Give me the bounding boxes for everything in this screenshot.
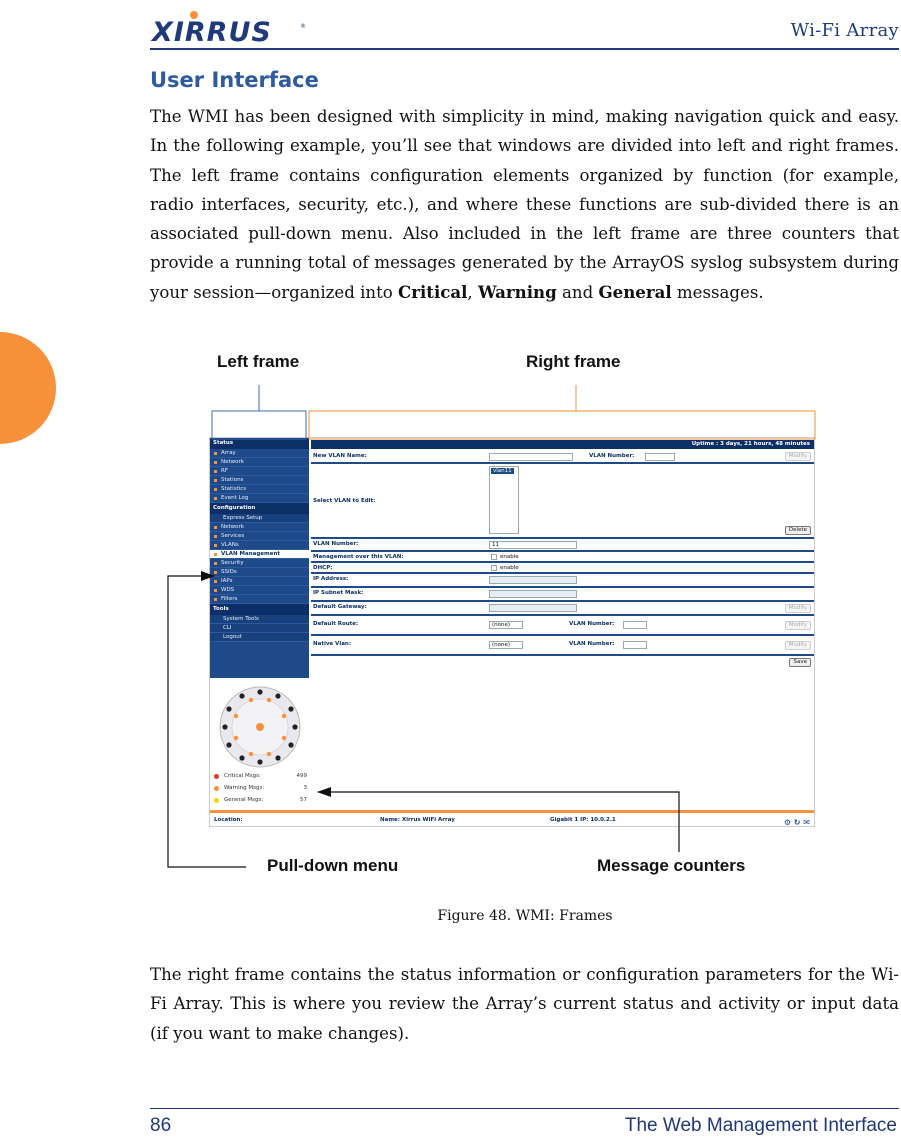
- mgmt-label: Management over this VLAN:: [313, 554, 404, 560]
- vlan-list[interactable]: [489, 466, 519, 534]
- counter-label: Warning Msgs:: [224, 785, 265, 791]
- counter-label: Critical Msgs:: [224, 773, 261, 779]
- add-button[interactable]: Modify: [785, 452, 811, 461]
- vlan-number-value: 11: [492, 542, 499, 548]
- nav-item-security[interactable]: Security: [210, 559, 309, 568]
- default-route-label: Default Route:: [313, 621, 359, 627]
- new-vlan-number-input[interactable]: [645, 453, 675, 461]
- section-heading: User Interface: [150, 68, 319, 92]
- subnet-input[interactable]: [489, 590, 577, 598]
- nav-item-tools[interactable]: Tools: [210, 604, 309, 615]
- callout-right-frame: Right frame: [526, 352, 621, 371]
- intro-text: The WMI has been designed with simplicity in mind, making navigation quick and easy. In the following example, you’ll see that windows are divided into left and right frames. The left frame contains configuration elements organized by function (for example, radio interfaces, security, etc.), and where these functions are sub-divided there is an associated pull-down menu. Also included in the left frame are three counters that provide a running total of messages generated by the ArrayOS syslog subsystem during your session—organized into: [150, 107, 899, 302]
- native-vlan-number-label: VLAN Number:: [569, 641, 615, 647]
- intro-text-end: messages.: [671, 282, 764, 302]
- mgmt-checkbox[interactable]: [491, 554, 497, 560]
- nav-item-services[interactable]: Services: [210, 532, 309, 541]
- counter-value: 57: [300, 797, 307, 803]
- native-vlan-number-input[interactable]: [623, 641, 647, 649]
- vlan-list-item[interactable]: vlan11: [493, 468, 512, 474]
- nav-item-network[interactable]: Network: [210, 523, 309, 532]
- gateway-input[interactable]: [489, 604, 577, 612]
- counter-status-icon: [214, 774, 219, 779]
- dhcp-enable-label: enable: [500, 565, 519, 571]
- nav-item-iaps[interactable]: IAPs: [210, 577, 309, 586]
- header-rule: [150, 48, 899, 50]
- vlan-number-row: [311, 539, 814, 552]
- ip-address-input[interactable]: [489, 576, 577, 584]
- counter-label: General Msgs:: [224, 797, 264, 803]
- location-label: Location:: [214, 817, 243, 823]
- general-term: General: [598, 281, 672, 302]
- native-vlan-row: [311, 636, 814, 656]
- dhcp-checkbox[interactable]: [491, 565, 497, 571]
- nav-item-stations[interactable]: Stations: [210, 476, 309, 485]
- vlan-number-label: VLAN Number:: [589, 453, 635, 459]
- nav-menu: [210, 438, 309, 678]
- counter-value: 3: [303, 785, 307, 791]
- footer-rule: [150, 1108, 899, 1109]
- svg-text:XIRRUS: XIRRUS: [152, 17, 272, 44]
- default-route-value: (none): [492, 622, 511, 628]
- route-vlan-number-label: VLAN Number:: [569, 621, 615, 627]
- warning-term: Warning: [477, 281, 557, 302]
- right-frame-paragraph: The right frame contains the status information or configuration parameters for the Wi-Fi Array. This is where you review the Array’s current status and activity or input data (if you want to make changes).: [150, 965, 899, 1043]
- new-vlan-name-label: New VLAN Name:: [313, 453, 367, 459]
- modify-native-button[interactable]: Modify: [785, 641, 811, 650]
- mgmt-row: [311, 552, 814, 563]
- nav-item-configuration[interactable]: Configuration: [210, 503, 309, 514]
- nav-item-vlan-management[interactable]: VLAN Management: [210, 550, 309, 559]
- mgmt-enable-label: enable: [500, 554, 519, 560]
- callout-left-frame: Left frame: [217, 352, 300, 371]
- modify-gateway-button[interactable]: Modify: [785, 604, 811, 613]
- left-frame: [210, 438, 309, 818]
- callout-pulldown-menu: Pull-down menu: [267, 856, 399, 875]
- gateway-row: [311, 602, 814, 616]
- callout-message-counters: Message counters: [597, 856, 746, 875]
- nav-item-logout[interactable]: Logout: [210, 633, 309, 642]
- dhcp-label: DHCP:: [313, 565, 333, 571]
- header-title: Wi-Fi Array: [790, 20, 899, 41]
- delete-button[interactable]: Delete: [785, 526, 811, 535]
- toolbar-icons[interactable]: ⚙ ↻ ✉: [783, 818, 810, 827]
- ip-address-label: IP Address:: [313, 576, 349, 582]
- select-vlan-label: Select VLAN to Edit:: [313, 498, 376, 504]
- svg-text:®: ®: [300, 23, 306, 30]
- vlan-number-input[interactable]: [489, 541, 577, 549]
- message-counter-row[interactable]: [214, 772, 309, 781]
- nav-item-network[interactable]: Network: [210, 458, 309, 467]
- save-row: [311, 656, 814, 669]
- chapter-tab-marker: [0, 332, 56, 444]
- critical-term: Critical: [398, 281, 468, 302]
- counter-status-icon: [214, 798, 219, 803]
- nav-item-ssids[interactable]: SSIDs: [210, 568, 309, 577]
- nav-item-wds[interactable]: WDS: [210, 586, 309, 595]
- array-radar-graphic: [214, 686, 306, 768]
- subnet-label: IP Subnet Mask:: [313, 590, 364, 596]
- counter-status-icon: [214, 786, 219, 791]
- intro-paragraph: [150, 102, 899, 307]
- message-counter-row[interactable]: [214, 796, 309, 805]
- nav-item-vlans[interactable]: VLANs: [210, 541, 309, 550]
- separator: and: [556, 282, 599, 302]
- modify-route-button[interactable]: Modify: [785, 621, 811, 630]
- ip-address-row: [311, 574, 814, 588]
- wmi-screenshot: [209, 437, 815, 827]
- nav-item-system-tools[interactable]: System Tools: [210, 615, 309, 624]
- array-name: Name: Xirrus WiFi Array: [380, 817, 455, 823]
- xirrus-logo: [150, 10, 310, 44]
- nav-item-status[interactable]: Status: [210, 438, 309, 449]
- route-vlan-number-input[interactable]: [623, 621, 647, 629]
- nav-item-express-setup[interactable]: Express Setup: [210, 514, 309, 523]
- subnet-row: [311, 588, 814, 602]
- page-number: 86: [150, 1115, 172, 1136]
- default-route-row: [311, 616, 814, 636]
- save-button[interactable]: Save: [789, 658, 811, 667]
- new-vlan-name-input[interactable]: [489, 453, 573, 461]
- nav-item-cli[interactable]: CLI: [210, 624, 309, 633]
- nav-item-rf[interactable]: RF: [210, 467, 309, 476]
- status-footer: [210, 810, 814, 827]
- new-vlan-row: [311, 451, 814, 464]
- select-vlan-row: [311, 464, 814, 539]
- counter-value: 499: [296, 773, 307, 779]
- chapter-title: The Web Management Interface: [624, 1115, 897, 1136]
- message-counter-row[interactable]: [214, 784, 309, 793]
- gateway-label: Default Gateway:: [313, 604, 367, 610]
- native-vlan-label: Native Vlan:: [313, 641, 352, 647]
- gigabit-ip: Gigabit 1 IP: 10.0.2.1: [550, 817, 616, 823]
- figure-caption: Figure 48. WMI: Frames: [437, 908, 613, 924]
- uptime-bar: Uptime : 3 days, 21 hours, 48 minutes: [311, 440, 814, 449]
- right-frame-form: [311, 451, 814, 669]
- nav-item-array[interactable]: Array: [210, 449, 309, 458]
- native-vlan-value: (none): [492, 642, 511, 648]
- separator: ,: [467, 282, 478, 302]
- nav-item-statistics[interactable]: Statistics: [210, 485, 309, 494]
- nav-item-filters[interactable]: Filters: [210, 595, 309, 604]
- vlan-number-field-label: VLAN Number:: [313, 541, 359, 547]
- dhcp-row: [311, 563, 814, 574]
- nav-item-event-log[interactable]: Event Log: [210, 494, 309, 503]
